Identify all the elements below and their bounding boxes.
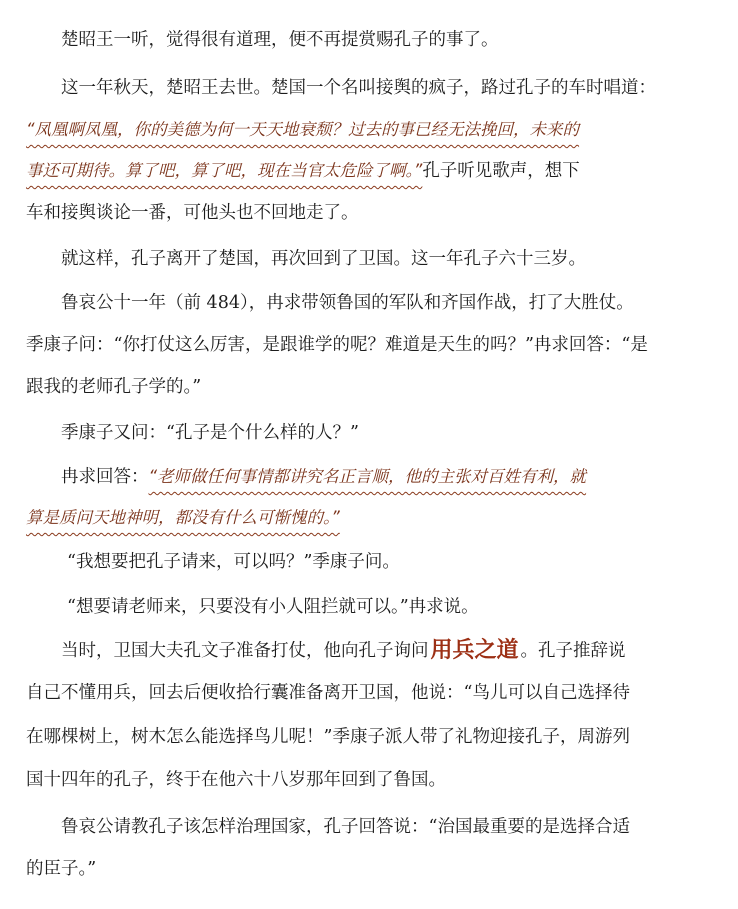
body-text: 孔子听见歌声，想下 bbox=[422, 161, 580, 181]
handwritten-quote: “老师做任何事情都讲究名正言顺，他的主张对百姓有利，就 bbox=[148, 467, 587, 486]
paragraph-line bbox=[0, 291, 738, 315]
paragraph-line bbox=[0, 815, 738, 839]
paragraph-line bbox=[0, 857, 738, 881]
handwritten-quote: 算是质问天地神明，都没有什么可惭愧的。” bbox=[26, 508, 340, 527]
body-text: 车和接舆谈论一番，可他头也不回地走了。 bbox=[26, 203, 359, 223]
paragraph-line bbox=[0, 76, 738, 100]
body-text: “想要请老师来，只要没有小人阻拦就可以。”冉求说。 bbox=[67, 597, 479, 617]
body-text: 季康子又问：“孔子是个什么样的人？” bbox=[61, 423, 359, 443]
paragraph-line bbox=[0, 201, 738, 225]
handwritten-quote: 事还可期待。算了吧，算了吧，现在当官太危险了啊。” bbox=[26, 161, 423, 180]
quote-line bbox=[0, 465, 738, 489]
body-text: 楚昭王一听，觉得很有道理，便不再提赏赐孔子的事了。 bbox=[61, 30, 499, 50]
paragraph-line bbox=[0, 681, 738, 705]
body-text: 鲁哀公十一年（前 484），冉求带领鲁国的军队和齐国作战，打了大胜仗。 bbox=[61, 293, 634, 313]
body-text: 国十四年的孔子，终于在他六十八岁那年回到了鲁国。 bbox=[26, 770, 446, 790]
body-text: 当时，卫国大夫孔文子准备打仗，他向孔子询问 bbox=[61, 641, 429, 661]
paragraph-line bbox=[0, 638, 738, 663]
body-text: 这一年秋天，楚昭王去世。楚国一个名叫接舆的疯子，路过孔子的车时唱道： bbox=[61, 78, 656, 98]
paragraph-line bbox=[0, 28, 738, 52]
body-text: 的臣子。” bbox=[26, 859, 97, 879]
paragraph-line bbox=[0, 550, 738, 574]
paragraph-line bbox=[0, 247, 738, 271]
body-text: 季康子问：“你打仗这么厉害，是跟谁学的呢？难道是天生的吗？”冉求回答：“是 bbox=[26, 335, 648, 355]
body-text: “我想要把孔子请来，可以吗？”季康子问。 bbox=[67, 552, 400, 572]
paragraph-line bbox=[0, 768, 738, 792]
paragraph-line bbox=[0, 333, 738, 357]
emphasis-phrase: 用兵之道 bbox=[430, 638, 519, 663]
paragraph-line bbox=[0, 595, 738, 619]
body-text: 冉求回答： bbox=[61, 467, 149, 487]
body-text: 鲁哀公请教孔子该怎样治理国家，孔子回答说：“治国最重要的是选择合适 bbox=[61, 817, 630, 837]
body-text: 跟我的老师孔子学的。” bbox=[26, 377, 202, 397]
body-text: 自己不懂用兵，回去后便收拾行囊准备离开卫国，他说：“鸟儿可以自己选择待 bbox=[26, 683, 630, 703]
quote-line bbox=[0, 506, 738, 530]
paragraph-line bbox=[0, 725, 738, 749]
body-text: 就这样，孔子离开了楚国，再次回到了卫国。这一年孔子六十三岁。 bbox=[61, 249, 586, 269]
paragraph-line bbox=[0, 421, 738, 445]
quote-line bbox=[0, 159, 738, 183]
paragraph-line bbox=[0, 375, 738, 399]
quote-line bbox=[0, 118, 738, 142]
handwritten-quote: “凤凰啊凤凰，你的美德为何一天天地衰颓？过去的事已经无法挽回，未来的 bbox=[26, 120, 580, 139]
body-text: 。孔子推辞说 bbox=[520, 641, 626, 661]
body-text: 在哪棵树上，树木怎么能选择鸟儿呢！”季康子派人带了礼物迎接孔子，周游列 bbox=[26, 727, 630, 747]
